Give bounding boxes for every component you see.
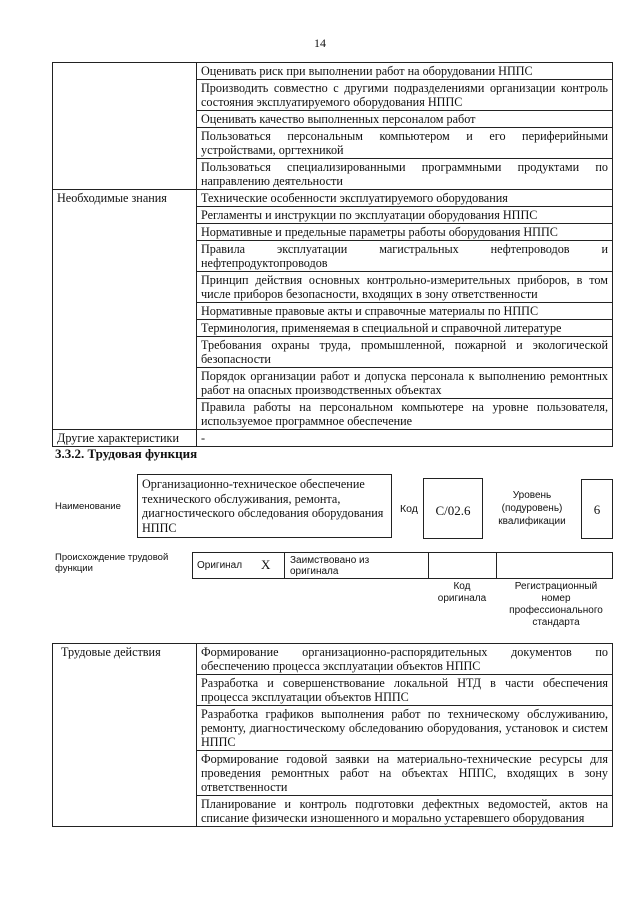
table-cell: Формирование организационно-распорядительных документов по обеспечению процесса эксплуатации объектов НППС (197, 644, 613, 675)
function-name: Организационно-техническое обеспечение технического обслуживания, ремонта, диагностического обследования оборудования НППС (142, 477, 384, 535)
row-label (53, 63, 197, 190)
code-caption: Код оригинала (437, 581, 487, 604)
row-label-knowledge: Необходимые знания (53, 190, 197, 430)
skills-knowledge-table (52, 62, 613, 447)
table-row (53, 644, 613, 675)
table-cell: Технические особенности эксплуатируемого оборудования (197, 190, 613, 207)
original-label: Оригинал (197, 560, 243, 571)
table-row (53, 63, 613, 80)
divider (284, 552, 285, 579)
origin-label: Происхождение трудовой функции (55, 552, 169, 574)
row-label-actions: Трудовые действия (53, 644, 197, 827)
table-cell: Производить совместно с другими подразделениями организации контроль состояния эксплуатируемого оборудования НППС (197, 80, 613, 111)
level-box (581, 479, 613, 539)
code-label: Код (400, 503, 418, 515)
labor-actions-table (52, 643, 613, 827)
table-cell: Правила работы на персональном компьютере на уровне пользователя, используемое программное обеспечение (197, 399, 613, 430)
table-cell: Разработка и совершенствование локальной НТД в части обеспечения процесса эксплуатации объектов НППС (197, 675, 613, 706)
name-label: Наименование (55, 501, 121, 512)
table-cell: Нормативные правовые акты и справочные материалы по НППС (197, 303, 613, 320)
table-cell: Нормативные и предельные параметры работы оборудования НППС (197, 224, 613, 241)
table-cell: Разработка графиков выполнения работ по техническому обслуживанию, ремонту, диагностическому обследованию оборудования, установок и систем НППС (197, 706, 613, 751)
code-box (423, 478, 483, 539)
original-mark: X (261, 557, 271, 572)
table-cell: Требования охраны труда, промышленной, пожарной и экологической безопасности (197, 337, 613, 368)
table-cell: Порядок организации работ и допуска персонала к выполнению ремонтных работ на опасных производственных объектах (197, 368, 613, 399)
table-cell: Правила эксплуатации магистральных нефтепроводов и нефтепродуктопроводов (197, 241, 613, 272)
table-cell: Планирование и контроль подготовки дефектных ведомостей, актов на списание физически изношенного и морально устаревшего оборудования (197, 796, 613, 827)
table-cell: Оценивать качество выполненных персоналом работ (197, 111, 613, 128)
table-cell: Принцип действия основных контрольно-измерительных приборов, в том числе приборов безопасности, входящих в зону ответственности (197, 272, 613, 303)
table-cell: Пользоваться специализированными программными продуктами по направлению деятельности (197, 159, 613, 190)
table-cell: Терминология, применяемая в специальной и справочной литературе (197, 320, 613, 337)
level-label: Уровень (подуровень) квалификации (498, 490, 566, 527)
table-cell: Формирование годовой заявки на материально-технические ресурсы для проведения ремонтных работ на объектах НППС, входящих в зону ответственности (197, 751, 613, 796)
level-value: 6 (593, 502, 601, 517)
borrowed-label: Заимствовано из оригинала (290, 555, 370, 577)
name-box (137, 474, 392, 538)
table-row (53, 190, 613, 207)
reg-caption: Регистрационный номер профессионального стандарта (509, 581, 603, 628)
divider (428, 552, 429, 579)
table-cell: - (197, 430, 613, 447)
table-cell: Оценивать риск при выполнении работ на оборудовании НППС (197, 63, 613, 80)
table-cell: Регламенты и инструкции по эксплуатации оборудования НППС (197, 207, 613, 224)
section-heading: 3.3.2. Трудовая функция (55, 446, 198, 461)
divider (496, 552, 497, 579)
row-label-other: Другие характеристики (53, 430, 197, 447)
code-value: C/02.6 (435, 503, 471, 518)
table-cell: Пользоваться персональным компьютером и его периферийными устройствами, оргтехникой (197, 128, 613, 159)
page-number: 14 (314, 36, 326, 50)
table-row (53, 430, 613, 447)
